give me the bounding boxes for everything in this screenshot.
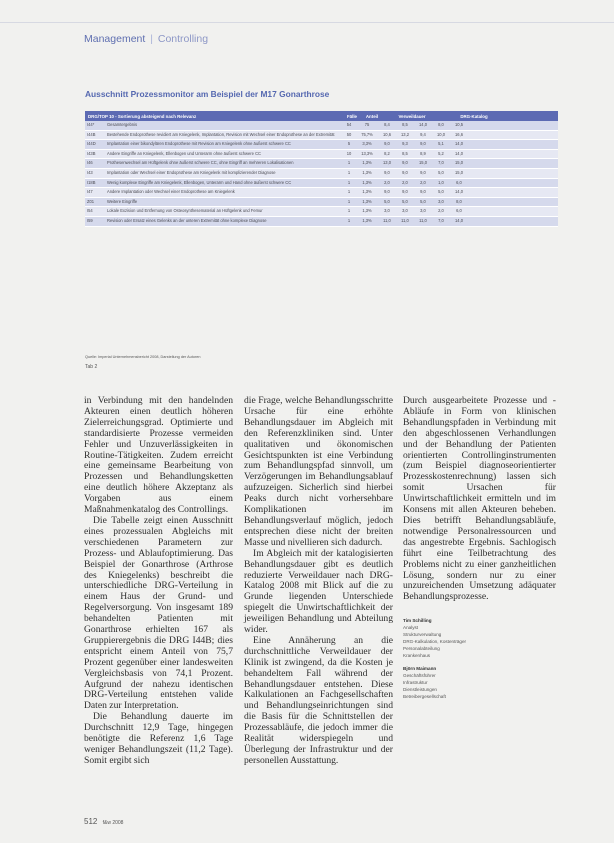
drg-code: I18B: [87, 179, 96, 185]
running-header: [84, 33, 208, 45]
table-cell: 8,5: [402, 150, 408, 156]
table-cell: 2,0: [384, 179, 390, 185]
table-cell: 2,0: [438, 208, 444, 214]
drg-description: Prothesenwechsel am Hüftgelenk ohne äußerst schwere CC, ohne Eingriff an mehreren Lokalisationen: [107, 160, 294, 166]
table-cell: 1: [347, 169, 351, 175]
table-row: [85, 159, 558, 169]
table-cell: 5,0: [420, 198, 426, 204]
author-detail: DRG-Kalkulation, Kostenträger: [403, 638, 467, 644]
table-cell: 10: [346, 150, 352, 156]
table-cell: 1: [347, 179, 351, 185]
drg-code: I44B: [87, 131, 96, 137]
author-detail: Betreibergesellschaft: [403, 694, 446, 700]
table-cell: 1: [347, 160, 351, 166]
table-cell: 9,4: [420, 131, 426, 137]
table-cell: 3,0: [438, 198, 444, 204]
author-detail: Dienstleistungen: [403, 687, 437, 693]
header-section: Management: [84, 33, 146, 45]
table-cell: 9,0: [420, 169, 426, 175]
table-cell: 75,7%: [361, 131, 373, 137]
author-name: Björn Maimann: [403, 666, 437, 672]
table-cell: 1,3%: [362, 160, 372, 166]
table-cell: 5,0: [384, 198, 390, 204]
table-cell: 11,0: [383, 217, 391, 223]
drg-code: I46: [87, 160, 93, 166]
table-row: [85, 140, 558, 150]
drg-code: I44D: [87, 141, 96, 147]
table-cell: 9,0: [402, 160, 408, 166]
col-header: Verweildauer: [398, 113, 426, 119]
col-header: Fälle: [346, 113, 357, 119]
drg-code: I43: [87, 169, 93, 175]
body-column-1: [84, 396, 233, 767]
table-body: [85, 121, 558, 227]
process-monitor-table: [85, 111, 558, 227]
drg-code: I43B: [87, 150, 96, 156]
table-cell: 10,5: [455, 122, 463, 127]
table-cell: 54: [346, 122, 352, 127]
table-cell: 75: [364, 122, 370, 127]
header-rule: [0, 22, 614, 23]
table-cell: 9,0: [420, 141, 426, 147]
table-cell: 8,5: [402, 122, 408, 127]
table-cell: 11,0: [401, 217, 409, 223]
author-gap: [403, 659, 556, 666]
paragraph: Die Behandlung dauerte im Durchschnitt 12,9 Tage, hingegen benötigte die Referenz 1,6 Tage weniger Behandlungszeit (11,2 Tage). Somit ergibt sich: [84, 711, 233, 766]
table-cell: 1,3%: [362, 189, 372, 195]
table-cell: 10,0: [437, 131, 445, 137]
table-cell: 3,0: [384, 208, 390, 214]
paragraph: Eine Annäherung an die durchschnittliche Verweildauer der Klinik ist zwingend, da die Kosten je behandeltem Fall während der Behandlungsdauer entstehen. Diese Kalkulationen an Fachgesellschaften und Behandlungseinrichtungen sind die Basis für die Schnittstellen der Prozessabläufe, die jedoch immer die Realität widerspiegeln und Überlegung der Infrastruktur und der personellen Ausstattung.: [244, 634, 393, 766]
drg-description: Implantation einer bikondylären Endoprothese mit Revision am Kniegelenk ohne äußerst schwere CC: [107, 141, 291, 147]
table-cell: 15,0: [419, 160, 427, 166]
table-cell: 50: [346, 131, 352, 137]
page-number: 512: [84, 817, 98, 826]
author-detail: Analyst: [403, 624, 419, 630]
table-cell: 3,0: [402, 208, 408, 214]
table-cell: 9,0: [384, 189, 390, 195]
table-cell: 5,0: [438, 169, 444, 175]
author-detail: Strukturverwaltung: [403, 631, 442, 637]
table-cell: 1,3%: [362, 198, 372, 204]
table-title: Ausschnitt Prozessmonitor am Beispiel der M17 Gonarthrose: [85, 89, 330, 99]
table-cell: 1,3%: [362, 217, 372, 223]
author-name: Tim Schilling: [403, 618, 432, 623]
drg-code: Z01: [87, 198, 95, 204]
drg-description: Andere Implantation oder Wechsel einer Endoprothese am Kniegelenk: [107, 189, 235, 195]
author-box: [403, 618, 556, 701]
table-row: [85, 198, 558, 208]
drg-description: Andere Eingriffe an Kniegelenk, Ellenbogen und Unterarm ohne äußerst schwere CC: [107, 150, 261, 156]
table-cell: 9,0: [402, 169, 408, 175]
table-cell: 5,2: [438, 150, 444, 156]
page-footer: [84, 817, 123, 826]
magazine-name: f&w 2008: [102, 820, 124, 826]
table-row: [85, 188, 558, 198]
drg-code: I47: [87, 189, 93, 195]
table-cell: 9,0: [384, 141, 390, 147]
table-cell: 1: [347, 189, 351, 195]
header-separator: |: [150, 33, 153, 45]
table-row: [85, 217, 558, 227]
table-cell: 8,4: [384, 122, 390, 127]
table-cell: 5,0: [438, 189, 444, 195]
table-cell: 13,2: [401, 131, 409, 137]
author-detail: Krankenhaus: [403, 652, 431, 658]
table-cell: 13,3%: [361, 150, 373, 156]
table-main-header: DRG/TOP 10 - Sortierung absteigend nach Relevanz: [88, 113, 197, 119]
table-cell: 1,3%: [362, 169, 372, 175]
table-cell: 3,0: [420, 208, 426, 214]
table-cell: 14,0: [455, 150, 463, 156]
table-row: [85, 179, 558, 189]
table-row: [85, 150, 558, 160]
drg-code: I44*: [87, 122, 95, 127]
table-cell: 11,0: [419, 217, 427, 223]
header-subsection: Controlling: [157, 33, 209, 45]
table-cell: 5: [347, 141, 351, 147]
table-cell: 14,0: [455, 189, 463, 195]
table-cell: 14,0: [455, 141, 463, 147]
table-cell: 14,0: [419, 122, 427, 127]
table-cell: 2,0: [402, 179, 408, 185]
col-header: Anteil: [365, 113, 379, 119]
table-cell: 6,0: [456, 179, 462, 185]
table-cell: 1: [347, 198, 351, 204]
drg-description: Lokale Exzision und Entfernung von Osteosynthesematerial an Hüftgelenk und Femur: [107, 208, 263, 214]
table-cell: 9,0: [402, 189, 408, 195]
drg-code: I59: [87, 217, 93, 223]
table-cell: 8,0: [438, 122, 444, 127]
table-row: [85, 131, 558, 141]
table-cell: 5,0: [402, 198, 408, 204]
table-cell: 1,0: [438, 179, 444, 185]
table-cell: 5,1: [438, 141, 444, 147]
table-cell: 1,3%: [362, 179, 372, 185]
table-cell: 15,0: [455, 169, 463, 175]
drg-description: Revision oder Ersatz eines Gelenks an der unteren Extremität ohne komplexe Diagnose: [107, 217, 267, 223]
table-cell: 8,0: [456, 198, 462, 204]
paragraph: Durch ausgearbeitete Prozesse und -Abläufe in Form von klinischen Behandlungspfaden in Verbindung mit den abgeschlossenen Verhandlungen und der Behandlung der Patienten orientierten Controllinginstrumenten (zum Beispiel diagnoseorientierter Prozesskostenrechnung) lassen sich somit Ursachen für Unwirtschaftlichkeit ermitteln und im Konsens mit allen Akteuren beheben. Dies betrifft Behandlungsabläufe, notwendige Personalressourcen und das angestrebte Ergebnis. Sachlogisch führt eine Teilbetrachtung des Problems nicht zu einer ganzheitlichen Lösung, sondern nur zu einer unzureichenden Umsetzung adäquater Behandlungsprozesse.: [403, 395, 556, 603]
table-cell: 13,0: [383, 160, 391, 166]
body-column-2: [244, 396, 393, 767]
table-cell: 15,0: [455, 160, 463, 166]
paragraph: Die Tabelle zeigt einen Ausschnitt eines prozessualen Abgleichs mit verschiedenen Parametern zur Prozess- und Ablaufoptimierung. Das Beispiel der Gonarthrose (Arthrose des Kniegelenks) beschreibt die unterschiedliche DRG-Verteilung in einem Haus der Grund- und Regelversorgung. Von insgesamt 189 behandelten Patienten mit Gonarthrose erhielten 167 als Gruppierergebnis die DRG I44B; dies entspricht einem Anteil von 75,7 Prozent gegenüber einer landesweiten Vergleichsbasis von 74,1 Prozent. Aufgrund der nahezu identischen DRG-Verteilung entstehen valide Daten zur Interpretation.: [84, 514, 233, 712]
table-cell: 7,0: [438, 160, 444, 166]
table-cell: 2,0: [420, 179, 426, 185]
table-cell: 8,2: [384, 150, 390, 156]
drg-code: I54: [87, 208, 93, 214]
drg-description: Implantation oder Wechsel einer Endoprothese am Kniegelenk mit komplizierender Diagnose: [107, 169, 276, 175]
body-column-3: [403, 396, 556, 603]
drg-description: Gesamtergebnis: [107, 122, 138, 127]
table-cell: 7,0: [438, 217, 444, 223]
table-cell: 9,0: [384, 169, 390, 175]
drg-description: Weitere Eingriffe: [107, 198, 138, 204]
author-detail: Infrastruktur: [403, 680, 428, 686]
paragraph: die Frage, welche Behandlungsschritte Ursache für eine erhöhte Behandlungsdauer im Abgleich mit den Referenzkliniken sind. Unter qualitativen und ökonomischen Gesichtspunkten ist eine Verbindung zum Behandlungspfad sinnvoll, um Verzögerungen im Behandlungsablauf aufzuzeigen. Sicherlich sind hierbei Peaks durch nicht vorhersehbare Komplikationen im Behandlungsverlauf möglich, jedoch entsprechen diese nicht der breiten Masse und nivellieren sich dadurch.: [244, 395, 393, 548]
drg-description: Bestehende Endoprothese revidiert am Kniegelenk, Implantation, Revision mit Wechsel einer Endoprothese an der Extremität: [107, 131, 335, 137]
table-cell: 14,0: [455, 217, 463, 223]
table-cell: 16,6: [455, 131, 463, 137]
drg-description: Wenig komplexe Eingriffe am Kniegelenk, Ellenbogen, Unterarm und Hand ohne äußerst schwere CC: [107, 179, 292, 185]
paragraph: in Verbindung mit den handelnden Akteuren einen deutlich höheren Zielerreichungsgrad. Optimierte und standardisierte Prozesse vermeiden Fehler und Unzuverlässigkeiten in Routine-Tätigkeiten. Zudem erreicht eine gemeinsame Bearbeitung von Prozessen und Behandlungsketten eine deutlich höhere Akzeptanz als Vorgaben aus einem Maßnahmenkatalog des Controllings.: [84, 395, 233, 516]
table-cell: 1: [347, 217, 351, 223]
table-header-row: [85, 111, 558, 121]
table-cell: 3,3%: [362, 141, 372, 147]
table-row: [85, 121, 558, 131]
table-row: [85, 207, 558, 217]
table-cell: 6,0: [456, 208, 462, 214]
author-detail: Personalabteilung: [403, 645, 440, 651]
table-label: Tab 2: [85, 364, 98, 370]
table-cell: 1,3%: [362, 208, 372, 214]
table-row: [85, 169, 558, 179]
table-caption: Quelle: Imperial Unternehmensbericht 2008, Darstellung der Autoren: [85, 355, 201, 359]
table-cell: 8,9: [420, 150, 426, 156]
table-cell: 9,3: [402, 141, 408, 147]
table-cell: 9,0: [420, 189, 426, 195]
col-header: DRG-Katalog: [460, 113, 488, 119]
table-cell: 10,6: [383, 131, 391, 137]
table-cell: 1: [347, 208, 351, 214]
author-detail: Geschäftsführer: [403, 673, 436, 679]
paragraph: Im Abgleich mit der katalogisierten Behandlungsdauer gibt es deutlich reduzierte Verweildauer nach DRG-Katalog 2008 mit Blick auf die zu Grunde liegenden Unterschiede spiegelt die Unwirtschaftlichkeit der jeweiligen Behandlung und Abteilung wider.: [244, 547, 393, 636]
